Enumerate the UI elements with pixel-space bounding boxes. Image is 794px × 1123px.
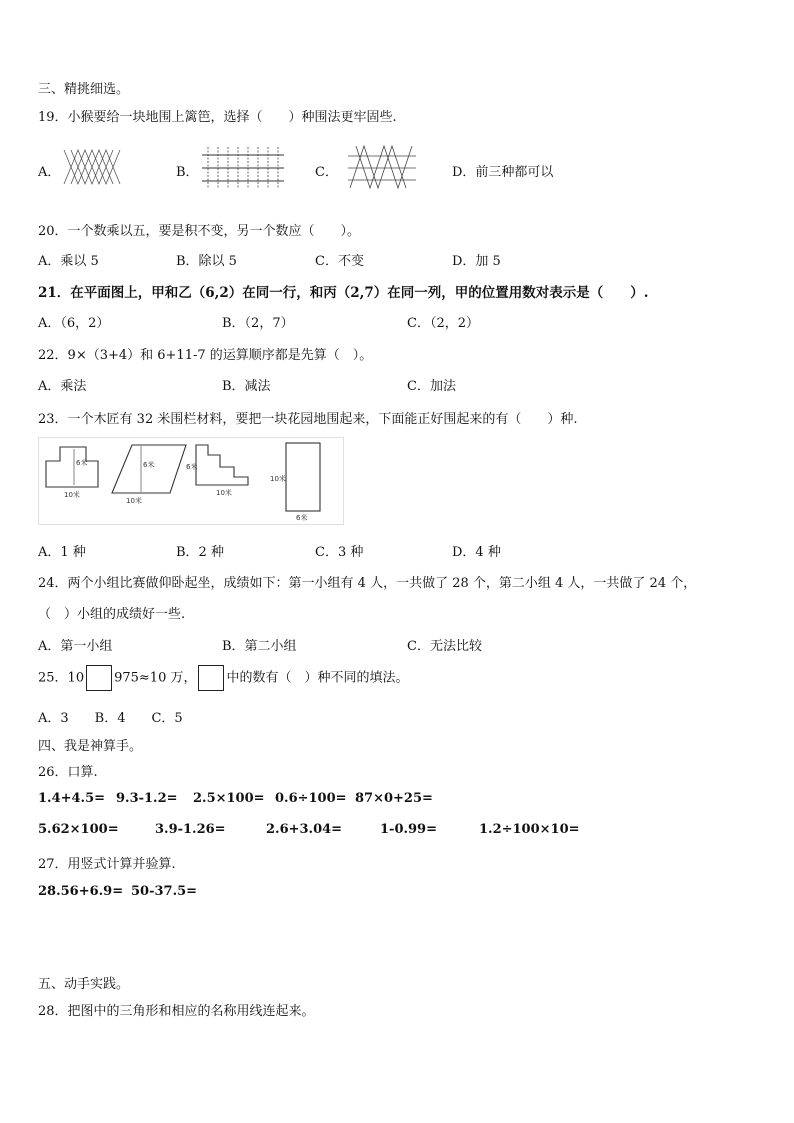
q25-middle: 975≈10 万， — [114, 670, 197, 686]
question-27-stem: 27．用竖式计算并验算. — [38, 857, 176, 872]
label-6m-shape2: 6米 — [143, 461, 155, 469]
q22-option-b: B．减法 — [222, 379, 271, 394]
calc-item: 2.6+3.04= — [266, 822, 343, 837]
grid-fence-figure — [202, 145, 284, 191]
question-19-stem: 19．小猴要给一块地围上篱笆，选择（ ）种围法更牢固些. — [38, 110, 397, 125]
q19-option-c: C． — [315, 165, 338, 180]
question-24-stem-line2: （ ）小组的成绩好一些. — [38, 607, 186, 622]
q20-option-a: A．乘以 5 — [38, 254, 99, 269]
calc-item: 1-0.99= — [380, 822, 437, 837]
q22-option-c: C．加法 — [407, 379, 456, 394]
section-heading: 五、动手实践。 — [38, 977, 130, 992]
calc-item: 9.3-1.2= — [116, 791, 178, 806]
label-6m-shape3: 6米 — [186, 463, 198, 471]
calc-item: 0.6÷100= — [275, 791, 347, 806]
question-20-stem: 20．一个数乘以五，要是积不变，另一个数应（ ）。 — [38, 224, 361, 239]
calc-item: 2.5×100= — [193, 791, 265, 806]
calc-item: 50-37.5= — [131, 884, 198, 899]
calc-item: 1.4+4.5= — [38, 791, 106, 806]
q24-option-c: C．无法比较 — [407, 639, 482, 654]
q24-option-b: B．第二小组 — [222, 639, 297, 654]
q23-option-d: D．4 种 — [452, 545, 501, 560]
question-25-stem — [38, 665, 409, 692]
q21-option-c: C．（2，2） — [407, 316, 479, 331]
q23-option-a: A．1 种 — [38, 545, 86, 560]
q23-option-c: C．3 种 — [315, 545, 364, 560]
q21-option-a: A．（6，2） — [38, 316, 110, 331]
q19-option-b: B． — [176, 165, 199, 180]
question-21-stem: 21．在平面图上，甲和乙（6,2）在同一行，和丙（2,7）在同一列，甲的位置用数对表示是（ ）. — [38, 285, 649, 301]
q22-option-a: A．乘法 — [38, 379, 87, 394]
triangle-fence-figure — [346, 144, 418, 190]
label-6m-shape1: 6米 — [76, 459, 88, 467]
calc-item: 3.9-1.26= — [155, 822, 226, 837]
blank-box-legend — [198, 665, 224, 691]
q25-prefix: 25．10 — [38, 670, 85, 686]
q25-suffix: 中的数有（ ）种不同的填法。 — [226, 670, 409, 686]
label-10m-shape3: 10米 — [216, 489, 232, 497]
label-10m-shape4: 10米 — [270, 475, 286, 483]
diamond-fence-figure — [62, 146, 124, 188]
q19-option-a: A． — [38, 165, 61, 180]
calc-item: 5.62×100= — [38, 822, 119, 837]
blank-box — [86, 665, 112, 691]
question-23-stem: 23．一个木匠有 32 米围栏材料，要把一块花园地围起来，下面能正好围起来的有（ ）种. — [38, 412, 578, 427]
label-10m-shape2: 10米 — [126, 497, 142, 505]
label-6m-shape4: 6米 — [296, 514, 308, 522]
label-10m-shape1: 10米 — [64, 491, 80, 499]
section-heading: 四、我是神算手。 — [38, 739, 143, 754]
q24-option-a: A．第一小组 — [38, 639, 113, 654]
calc-item: 1.2÷100×10= — [479, 822, 580, 837]
calc-item: 87×0+25= — [355, 791, 433, 806]
question-26-stem: 26．口算. — [38, 765, 98, 780]
question-22-stem: 22．9×（3+4）和 6+11-7 的运算顺序都是先算（ ）。 — [38, 348, 373, 363]
garden-shapes-figure — [38, 437, 344, 525]
q21-option-b: B．（2，7） — [222, 316, 294, 331]
q25-options: A．3 B．4 C．5 — [38, 711, 183, 726]
question-28-stem: 28．把图中的三角形和相应的名称用线连起来。 — [38, 1004, 315, 1019]
q20-option-c: C．不变 — [315, 254, 364, 269]
q19-option-d: D．前三种都可以 — [452, 165, 554, 180]
q23-option-b: B．2 种 — [176, 545, 224, 560]
section-heading: 三、精挑细选。 — [38, 82, 130, 97]
q20-option-b: B．除以 5 — [176, 254, 237, 269]
calc-item: 28.56+6.9= — [38, 884, 124, 899]
q20-option-d: D．加 5 — [452, 254, 501, 269]
question-24-stem-line1: 24．两个小组比赛做仰卧起坐，成绩如下：第一小组有 4 人，一共做了 28 个，第二小组 4 人，一共做了 24 个， — [38, 576, 697, 591]
